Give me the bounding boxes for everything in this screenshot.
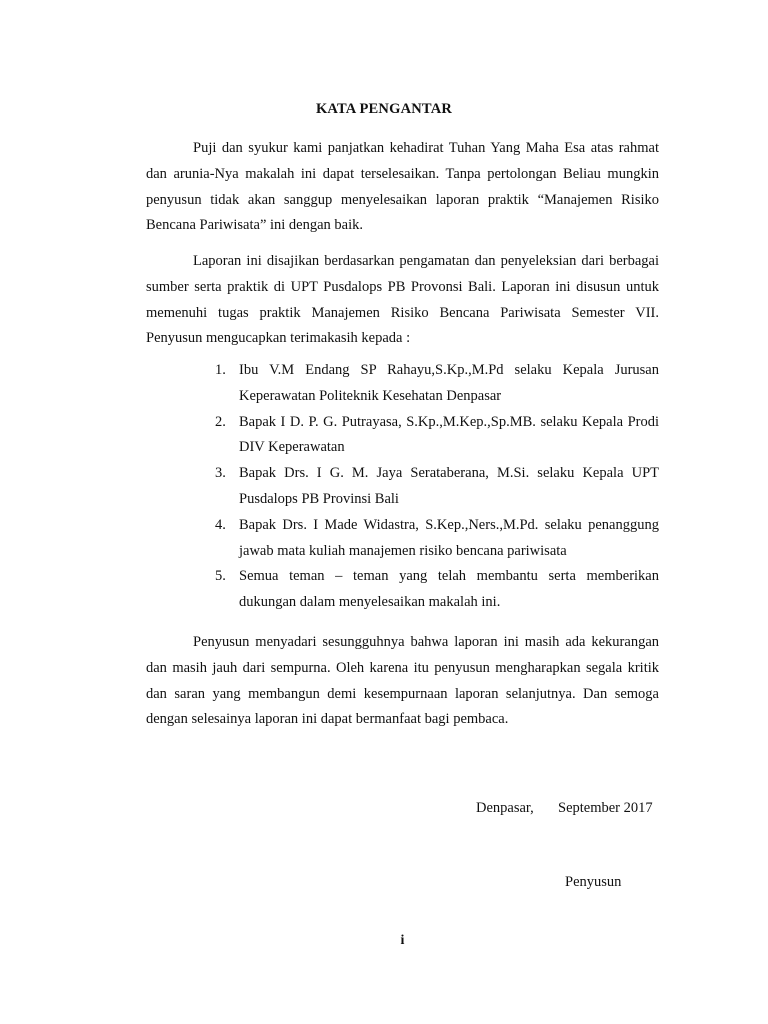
list-item <box>205 358 659 410</box>
list-item-text: Bapak Drs. I Made Widastra, S.Kep.,Ners.,M.Pd. selaku penanggung jawab mata kuliah manajemen risiko bencana pariwisata <box>239 516 659 559</box>
page-title: KATA PENGANTAR <box>315 101 453 117</box>
list-item <box>205 564 659 616</box>
list-item-number: 2. <box>215 413 226 430</box>
list-item-text: Semua teman – teman yang telah membantu serta memberikan dukungan dalam menyelesaikan makalah ini. <box>239 568 659 611</box>
author-signature: Penyusun <box>565 874 622 890</box>
list-item-text: Bapak I D. P. G. Putrayasa, S.Kp.,M.Kep.,Sp.MB. selaku Kepala Prodi DIV Keperawatan <box>239 413 659 456</box>
list-item-number: 1. <box>215 362 226 378</box>
list-item <box>205 461 659 513</box>
acknowledgement-list <box>205 358 659 616</box>
list-item <box>205 410 659 462</box>
intro-paragraph: Laporan ini disajikan berdasarkan pengamatan dan penyeleksian dari berbagai sumber serta praktik di UPT Pusdalops PB Provonsi Bali. Laporan ini disusun untuk memenuhi tugas praktik Manajemen Risiko Bencana Pariwisata Semester VII. Penyusun mengucapkan terimakasih kepada : <box>146 253 659 347</box>
document-date: September 2017 <box>558 800 653 816</box>
list-item-text: Bapak Drs. I G. M. Jaya Serataberana, M.Si. selaku Kepala UPT Pusdalops PB Provinsi Bali <box>239 465 659 507</box>
closing-paragraph: Penyusun menyadari sesungguhnya bahwa laporan ini masih ada kekurangan dan masih jauh dari sempurna. Oleh karena itu penyusun mengharapkan segala kritik dan saran yang membangun demi kesempurnaan laporan selanjutnya. Dan semoga dengan selesainya laporan ini dapat bermanfaat bagi pembaca. <box>146 634 659 728</box>
list-item-number: 3. <box>215 465 226 482</box>
list-item-number: 4. <box>215 516 226 533</box>
list-item <box>205 513 659 565</box>
place-name: Denpasar, <box>476 800 534 816</box>
list-item-text: Ibu V.M Endang SP Rahayu,S.Kp.,M.Pd selaku Kepala Jurusan Keperawatan Politeknik Kesehatan Denpasar <box>239 362 659 404</box>
page-number: i <box>400 933 405 948</box>
opening-paragraph: Puji dan syukur kami panjatkan kehadirat Tuhan Yang Maha Esa atas rahmat dan arunia-Nya makalah ini dapat terselesaikan. Tanpa pertolongan Beliau mungkin penyusun tidak akan sanggup menyelesaikan laporan praktik “Manajemen Risiko Bencana Pariwisata” ini dengan baik. <box>146 140 659 234</box>
place-date-line <box>476 800 653 817</box>
list-item-number: 5. <box>215 568 226 585</box>
